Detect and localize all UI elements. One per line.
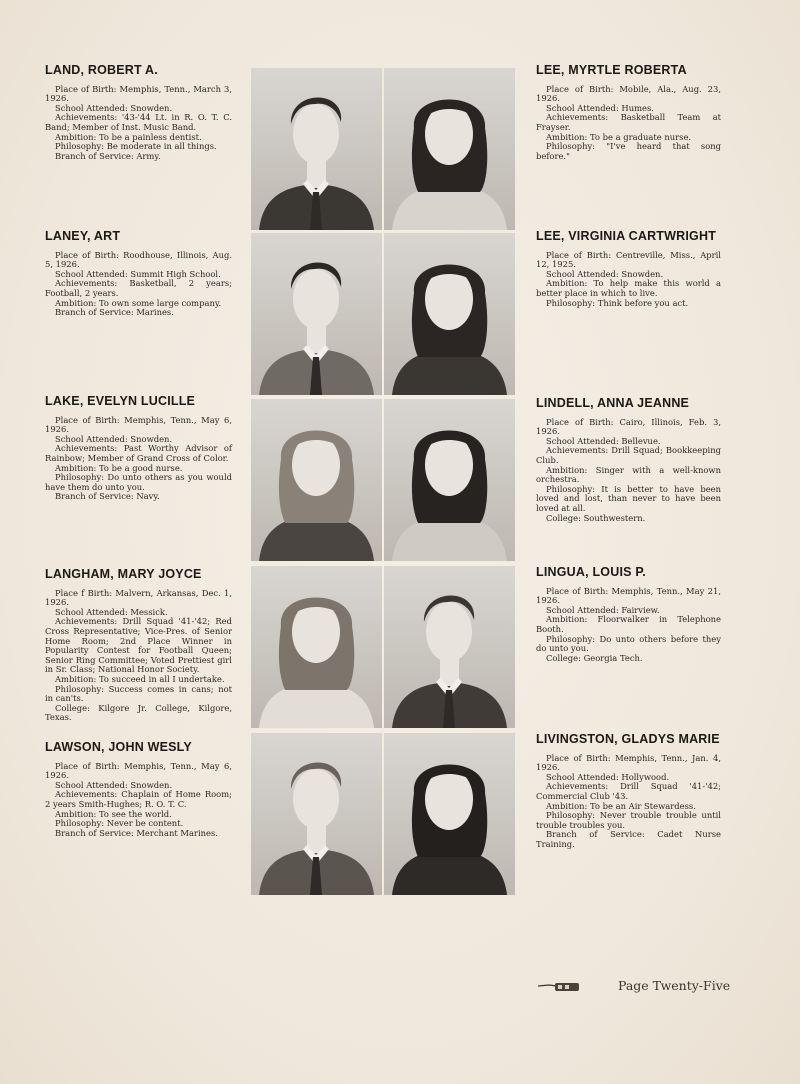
entry-lake-evelyn: [45, 394, 232, 502]
entry-laney-art: [45, 229, 232, 318]
entry-line: School Attended: Fairview.: [546, 604, 660, 615]
entry-line: Ambition: To be a graduate nurse.: [546, 131, 692, 142]
entry-line: Achievements: Basketball, 2 years; Football, 2 years.: [45, 278, 232, 298]
entry-line: Philosophy: Never trouble trouble until trouble troubles you.: [536, 810, 721, 830]
entry-line: Place of Birth: Memphis, Tenn., March 3, 1926.: [45, 83, 232, 104]
entry-line: Achievements: Past Worthy Advisor of Rainbow; Member of Grand Cross of Color.: [45, 443, 232, 463]
portrait-silhouette: [384, 733, 515, 895]
student-name: LAND, ROBERT A.: [45, 63, 158, 77]
entry-line: Ambition: To be a painless dentist.: [55, 131, 202, 142]
portrait-photo: [251, 68, 382, 230]
portrait-photo: [384, 566, 515, 728]
student-name: LEE, MYRTLE ROBERTA: [536, 63, 687, 77]
entry-line: Branch of Service: Army.: [55, 150, 161, 161]
portrait-silhouette: [251, 566, 382, 728]
entry-line: Philosophy: Do unto others before they do unto you.: [536, 633, 721, 654]
portrait-photo: [384, 733, 515, 895]
entry-line: Ambition: Singer with a well-known orchestra.: [536, 464, 721, 485]
portrait-photo: [251, 566, 382, 728]
entry-line: Branch of Service: Cadet Nurse Training.: [536, 829, 721, 849]
entry-line: Ambition: To help make this world a better place in which to live.: [536, 278, 721, 298]
student-name: LANGHAM, MARY JOYCE: [45, 567, 202, 581]
entry-line: Ambition: To be an Air Stewardess.: [546, 800, 696, 811]
entry-line: School Attended: Summit High School.: [55, 268, 221, 279]
entry-line: Philosophy: It is better to have been loved and lost, than never to have been loved at all.: [536, 483, 721, 513]
entry-livingston-gladys: [536, 732, 721, 850]
entry-line: Place of Birth: Memphis, Tenn., May 6, 1926.: [45, 760, 232, 781]
portrait-face: [293, 769, 339, 829]
portrait-face: [426, 602, 472, 662]
entry-line: Achievements: Drill Squad; Bookkeeping Club.: [536, 445, 721, 465]
entry-land-robert: [45, 63, 232, 161]
portrait-silhouette: [251, 233, 382, 395]
student-name: LAWSON, JOHN WESLY: [45, 740, 192, 754]
entry-line: Place of Birth: Memphis, Tenn., Jan. 4, 1926.: [536, 752, 721, 773]
entry-line: Philosophy: Be moderate in all things.: [55, 141, 217, 152]
entry-line: Ambition: To own some large company.: [55, 297, 222, 308]
entry-line: School Attended: Snowden.: [55, 433, 173, 444]
entry-line: Ambition: To see the world.: [55, 808, 172, 819]
entry-line: Achievements: '43-'44 Lt. in R. O. T. C. Band; Member of Inst. Music Band.: [45, 112, 232, 132]
entry-lee-virginia: [536, 229, 721, 308]
portrait-silhouette: [251, 399, 382, 561]
entry-line: Place of Birth: Centreville, Miss., April 12, 1925.: [536, 249, 721, 270]
entry-line: Ambition: Floorwalker in Telephone Booth.: [536, 614, 721, 634]
portrait-photo: [384, 68, 515, 230]
entry-line: Philosophy: Think before you act.: [546, 297, 689, 308]
entry-line: Place of Birth: Cairo, Illinois, Feb. 3, 1926.: [536, 416, 721, 437]
portrait-photo: [384, 233, 515, 395]
entry-line: School Attended: Hollywood.: [546, 771, 670, 782]
printer-logo-icon: [537, 981, 583, 993]
entry-line: Place of Birth: Mobile, Ala., Aug. 23, 1926.: [536, 83, 721, 104]
entry-line: Place of Birth: Roodhouse, Illinois, Aug. 5, 1926.: [45, 249, 232, 270]
entry-line: Achievements: Drill Squad '41-'42; Commercial Club '43.: [536, 781, 721, 801]
portrait-photo: [384, 399, 515, 561]
entry-langham-mary: [45, 567, 232, 723]
student-name: LINDELL, ANNA JEANNE: [536, 396, 690, 410]
portrait-photo: [251, 733, 382, 895]
entry-lindell-anna: [536, 396, 721, 523]
entry-line: Achievements: Drill Squad '41-'42; Red Cross Representative; Vice-Pres. of Senior Home Room; 2nd Place Winner in Popularity Contest for Football Queen; Senior Ring Committee; Voted Prettiest girl in Sr. Class; National Honor Society.: [45, 616, 232, 675]
portrait-face: [293, 269, 339, 329]
entry-lee-myrtle: [536, 63, 721, 161]
portrait-silhouette: [384, 233, 515, 395]
entry-line: Place of Birth: Memphis, Tenn., May 6, 1926.: [45, 414, 232, 435]
student-name: LAKE, EVELYN LUCILLE: [45, 394, 196, 408]
entry-line: Place f Birth: Malvern, Arkansas, Dec. 1, 1926.: [45, 587, 232, 608]
entry-lawson-john: [45, 740, 232, 838]
entry-line: School Attended: Humes.: [546, 102, 654, 113]
student-name: LINGUA, LOUIS P.: [536, 565, 646, 579]
portrait-silhouette: [384, 399, 515, 561]
entry-line: Philosophy: Success comes in cans; not in can'ts.: [45, 683, 232, 704]
entry-line: Philosophy: "I've heard that song before.": [536, 141, 721, 161]
entry-line: Branch of Service: Merchant Marines.: [55, 827, 218, 838]
page-number: Page Twenty-Five: [618, 978, 731, 993]
student-name: LIVINGSTON, GLADYS MARIE: [536, 732, 720, 746]
entry-line: College: Southwestern.: [546, 512, 646, 523]
student-name: LANEY, ART: [45, 229, 121, 243]
portrait-silhouette: [384, 566, 515, 728]
entry-line: Philosophy: Do unto others as you would have them do unto you.: [45, 472, 232, 492]
portrait-face: [293, 104, 339, 164]
entry-line: School Attended: Snowden.: [55, 779, 173, 790]
entry-line: School Attended: Bellevue.: [546, 435, 661, 446]
entry-line: School Attended: Snowden.: [546, 268, 664, 279]
entry-lingua-louis: [536, 565, 721, 663]
portrait-silhouette: [251, 733, 382, 895]
portrait-silhouette: [384, 68, 515, 230]
student-name: LEE, VIRGINIA CARTWRIGHT: [536, 229, 717, 243]
portrait-photo: [251, 233, 382, 395]
entry-line: College: Kilgore Jr. College, Kilgore, Texas.: [45, 702, 232, 723]
entry-line: Branch of Service: Navy.: [55, 491, 160, 502]
portrait-photo: [251, 399, 382, 561]
entry-line: Achievements: Chaplain of Home Room; 2 years Smith-Hughes; R. O. T. C.: [45, 789, 232, 809]
entry-line: School Attended: Messick.: [55, 606, 168, 617]
entry-line: Ambition: To be a good nurse.: [55, 462, 183, 473]
entry-line: Philosophy: Never be content.: [55, 818, 184, 829]
entry-line: College: Georgia Tech.: [546, 652, 643, 663]
entry-line: Ambition: To succeed in all I undertake.: [55, 673, 225, 684]
entry-line: School Attended: Snowden.: [55, 102, 173, 113]
portrait-silhouette: [251, 68, 382, 230]
entry-line: Place of Birth: Memphis, Tenn., May 21, 1926.: [536, 585, 721, 606]
entry-line: Achievements: Basketball Team at Frayser.: [536, 112, 721, 132]
entry-line: Branch of Service: Marines.: [55, 307, 174, 318]
